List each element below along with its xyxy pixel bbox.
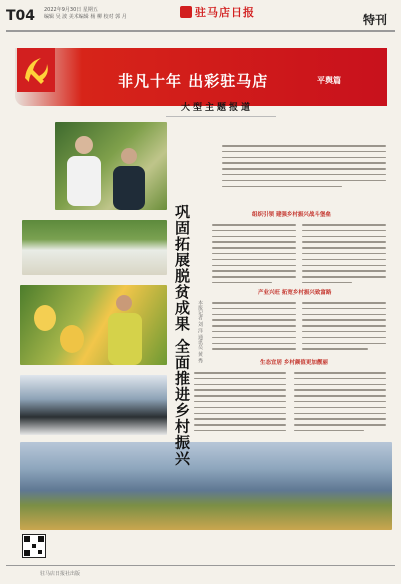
photo-dairy-cattle bbox=[20, 375, 167, 435]
series-underline bbox=[166, 116, 276, 117]
body-text-column bbox=[302, 224, 386, 288]
photo-officials-in-orchard bbox=[55, 122, 167, 210]
header-meta bbox=[44, 7, 164, 21]
body-text-column bbox=[294, 372, 386, 436]
intro-paragraph bbox=[222, 145, 386, 197]
photo-poultry-farm bbox=[22, 220, 167, 275]
masthead-text: 驻马店日报 bbox=[195, 6, 255, 19]
body-text-column bbox=[194, 372, 286, 436]
footer-rule bbox=[6, 565, 395, 566]
photo-melon-greenhouse bbox=[20, 285, 167, 365]
masthead bbox=[180, 4, 255, 20]
header-meta-line: 编辑 吴 波 美术编辑 杨 柳 校对 郭 月 bbox=[44, 14, 127, 20]
byline: 本报记者 刘 洋 通讯员 黄 秀 bbox=[197, 300, 203, 363]
qr-code-icon bbox=[22, 534, 46, 558]
footer-text: 驻马店日报社出版 bbox=[40, 571, 81, 577]
page-number: T04 bbox=[6, 8, 36, 24]
banner-title: 非凡十年 出彩驻马店 bbox=[118, 72, 269, 90]
body-text-column bbox=[212, 224, 296, 288]
photo-rural-landscape bbox=[20, 442, 392, 530]
header-meta-line: 2022年9月30日 星期五 bbox=[44, 7, 98, 13]
subhead-1: 组织引领 建强乡村振兴战斗堡垒 bbox=[252, 212, 331, 218]
page-header bbox=[0, 0, 401, 30]
main-vertical-title: 巩固拓展脱贫成果 全面推进乡村振兴 bbox=[173, 204, 191, 467]
header-rule bbox=[6, 30, 395, 32]
body-text-column bbox=[302, 302, 386, 354]
masthead-logo-icon bbox=[180, 6, 192, 18]
banner-tag: 平舆篇 bbox=[317, 76, 341, 85]
series-label: 大型主题报道 bbox=[181, 103, 254, 113]
subhead-2: 产业兴旺 拓宽乡村振兴致富路 bbox=[258, 290, 332, 296]
section-label: 特刊 bbox=[362, 13, 387, 27]
body-text-column bbox=[212, 302, 296, 354]
party-emblem-icon bbox=[17, 48, 55, 92]
subhead-3: 生态宜居 乡村颜值更加靓丽 bbox=[260, 360, 328, 366]
